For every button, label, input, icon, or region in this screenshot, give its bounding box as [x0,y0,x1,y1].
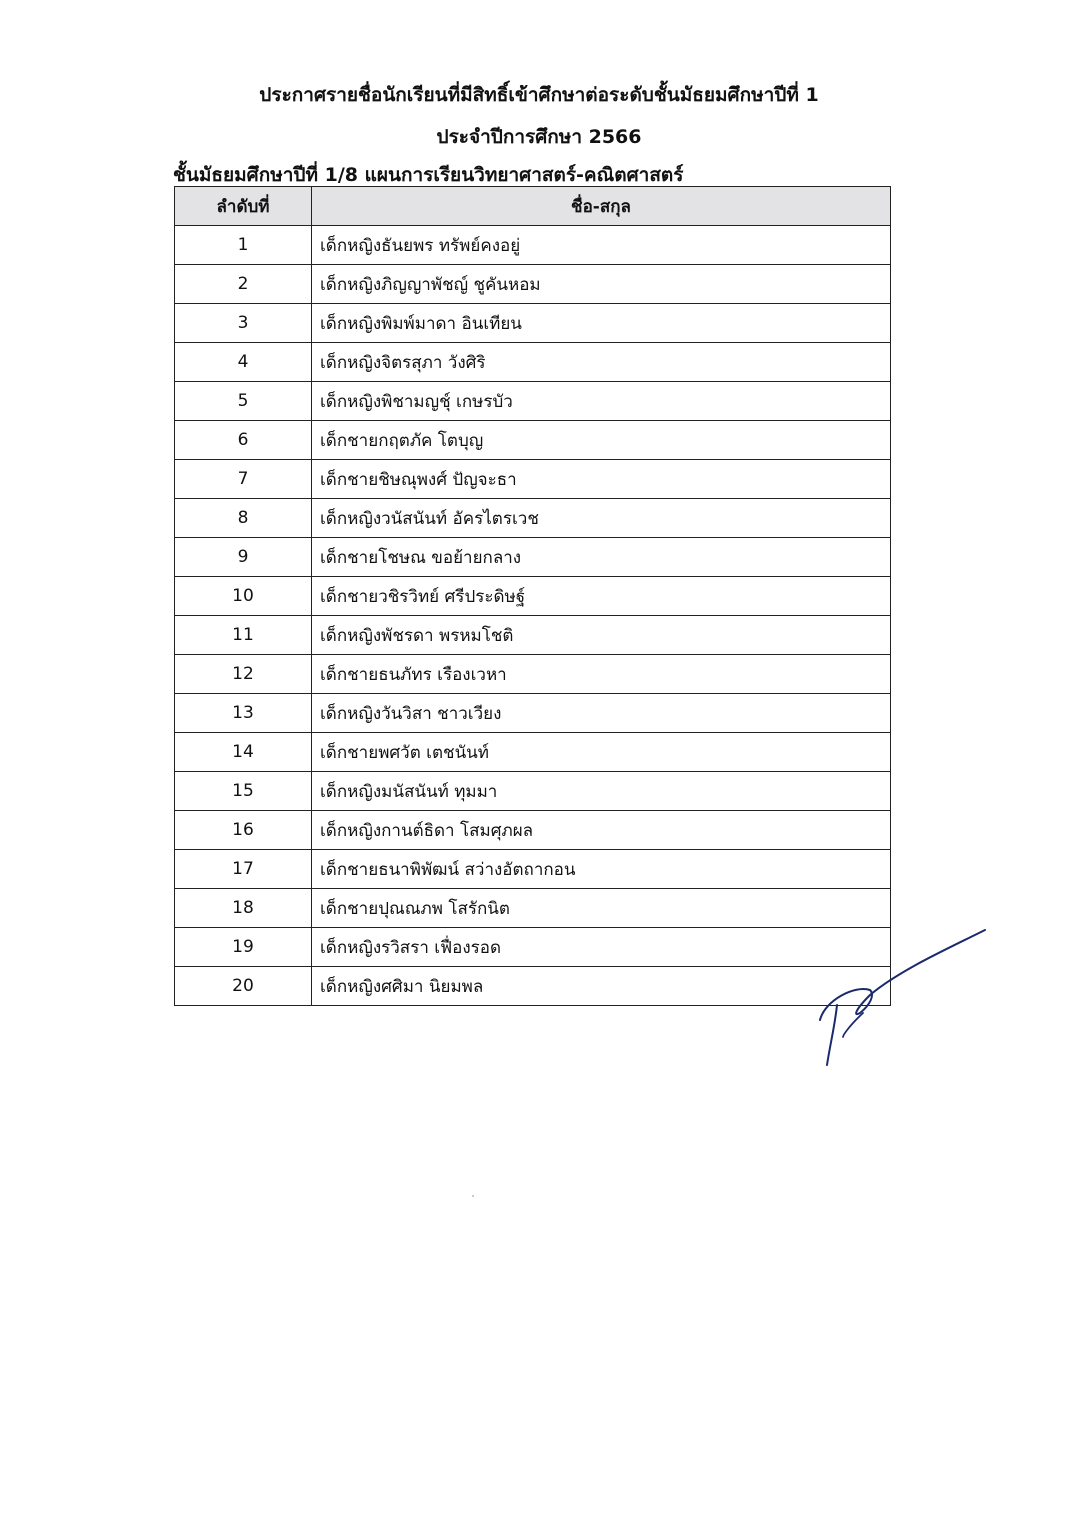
row-number: 12 [175,655,312,694]
student-name: เด็กชายวชิรวิทย์ ศรีประดิษฐ์ [312,577,891,616]
class-heading: ชั้นมัธยมศึกษาปีที่ 1/8 แผนการเรียนวิทยาศาสตร์-คณิตศาสตร์ [173,164,684,186]
student-roster-table [174,186,891,1006]
table-row [175,538,891,577]
row-number: 10 [175,577,312,616]
header-number: ลำดับที่ [175,187,312,226]
table-row [175,928,891,967]
row-number: 16 [175,811,312,850]
student-name: เด็กชายพศวัต เตชนันท์ [312,733,891,772]
row-number: 6 [175,421,312,460]
table-row [175,655,891,694]
student-name: เด็กชายกฤตภัค โตบุญ [312,421,891,460]
student-name: เด็กชายธนาพิพัฒน์ สว่างอัตถากอน [312,850,891,889]
student-name: เด็กชายธนภัทร เรืองเวหา [312,655,891,694]
student-name: เด็กหญิงภิญญาพัชญ์ ชูคันหอม [312,265,891,304]
row-number: 2 [175,265,312,304]
table-row [175,460,891,499]
row-number: 18 [175,889,312,928]
row-number: 3 [175,304,312,343]
table-row [175,265,891,304]
student-name: เด็กหญิงศศิมา นิยมพล [312,967,891,1006]
academic-year-title: ประจำปีการศึกษา 2566 [436,126,642,148]
table-row [175,967,891,1006]
student-name: เด็กหญิงวนัสนันท์ อัครไตรเวช [312,499,891,538]
table-row [175,304,891,343]
signature [815,925,995,1075]
table-row [175,499,891,538]
row-number: 4 [175,343,312,382]
row-number: 17 [175,850,312,889]
table-body [175,226,891,1006]
table-row [175,421,891,460]
student-name: เด็กหญิงกานต์ธิดา โสมศุภผล [312,811,891,850]
scan-speck [472,1195,474,1197]
row-number: 11 [175,616,312,655]
row-number: 5 [175,382,312,421]
student-name: เด็กหญิงพิชามญชุ์ เกษรบัว [312,382,891,421]
student-name: เด็กหญิงพัชรดา พรหมโชติ [312,616,891,655]
row-number: 19 [175,928,312,967]
student-name: เด็กหญิงมนัสนันท์ ทุมมา [312,772,891,811]
table-row [175,733,891,772]
table-header-row [175,187,891,226]
student-name: เด็กหญิงจิตรสุภา วังศิริ [312,343,891,382]
table-row [175,772,891,811]
row-number: 20 [175,967,312,1006]
table-row [175,343,891,382]
table-row [175,694,891,733]
student-name: เด็กหญิงพิมพ์มาดา อินเทียน [312,304,891,343]
row-number: 1 [175,226,312,265]
student-name: เด็กชายโชษณ ขอย้ายกลาง [312,538,891,577]
announcement-title: ประกาศรายชื่อนักเรียนที่มีสิทธิ์เข้าศึกษาต่อระดับชั้นมัธยมศึกษาปีที่ 1 [259,84,819,106]
row-number: 15 [175,772,312,811]
student-name: เด็กหญิงธันยพร ทรัพย์คงอยู่ [312,226,891,265]
student-name: เด็กหญิงรวิสรา เฟื่องรอด [312,928,891,967]
table-row [175,382,891,421]
row-number: 14 [175,733,312,772]
table-row [175,889,891,928]
student-name: เด็กชายชิษณุพงศ์ ปัญจะธา [312,460,891,499]
header-name: ชื่อ-สกุล [312,187,891,226]
row-number: 8 [175,499,312,538]
row-number: 7 [175,460,312,499]
table-row [175,226,891,265]
table-row [175,616,891,655]
student-name: เด็กชายปุณณภพ โสรักนิต [312,889,891,928]
table-row [175,577,891,616]
row-number: 9 [175,538,312,577]
student-name: เด็กหญิงวันวิสา ชาวเวียง [312,694,891,733]
row-number: 13 [175,694,312,733]
table-row [175,811,891,850]
table-row [175,850,891,889]
